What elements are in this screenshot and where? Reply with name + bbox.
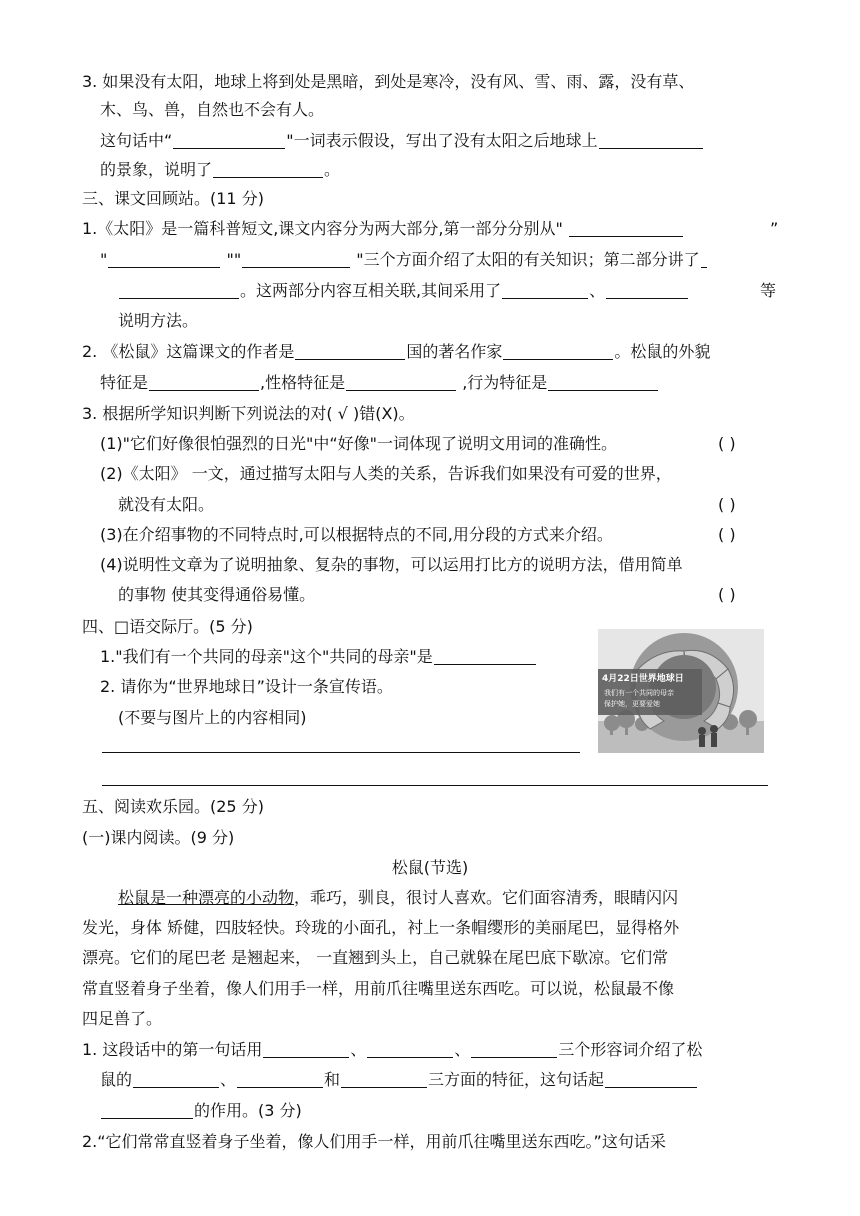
sec3-q2-blank-1[interactable] xyxy=(295,343,405,360)
q3-line3 xyxy=(100,131,704,151)
sec3-q2-l2-c: ,行为特征是 xyxy=(457,373,548,392)
q3-line3-a: 这句话中“ xyxy=(100,131,173,150)
q3-line2: 木、鸟、兽，自然也不会有人。 xyxy=(100,100,325,119)
passage-line-4: 常直竖着身子坐着，像人们用手一样，用前爪往嘴里送东西吃。可以说，松鼠最不像 xyxy=(82,979,675,998)
sec3-q1-line4: 说明方法。 xyxy=(118,311,199,330)
sec5-q1-blank-5[interactable] xyxy=(237,1071,323,1088)
passage-line-5: 四足兽了。 xyxy=(82,1009,163,1028)
sec3-q1-blank-6[interactable] xyxy=(606,282,688,299)
sec3-q2-l1-a: 2. 《松鼠》这篇课文的作者是 xyxy=(82,342,295,361)
sec5-q1-blank-1[interactable] xyxy=(263,1041,349,1058)
sec3-q2-l1-b: 国的著名作家 xyxy=(406,342,503,361)
sec3-q1-l1-end: ” xyxy=(770,219,779,238)
sec3-q1-blank-1[interactable] xyxy=(569,220,683,237)
sec3-q1-l2-b: "" xyxy=(226,250,242,269)
sec3-q2-l1-c: 。松鼠的外貌 xyxy=(614,342,711,361)
q3-line4-b: 。 xyxy=(324,160,341,179)
sec4-q1-text: 1."我们有一个共同的母亲"这个"共同的母亲"是 xyxy=(100,647,433,666)
judge-2-line2: 就没有太阳。 xyxy=(118,495,215,514)
sec5-q1-l3: 的作用。(3 分) xyxy=(194,1101,302,1120)
sec3-q2-l2-b: ,性格特征是 xyxy=(260,373,346,392)
slogan-line-1[interactable] xyxy=(102,752,580,753)
judge-3: (3)在介绍事物的不同特点时,可以根据特点的不同,用分段的方式来介绍。 xyxy=(100,525,613,544)
sec5-q1-line3 xyxy=(100,1101,302,1121)
passage-line-1-underlined: 松鼠是一种漂亮的小动物 xyxy=(118,888,295,907)
judge-4-line2: 的事物 使其变得通俗易懂。 xyxy=(118,585,316,604)
judge-4-answer[interactable]: ( ) xyxy=(718,585,736,604)
passage-line-1-rest: ，乖巧，驯良，很讨人喜欢。它们面容清秀，眼睛闪闪 xyxy=(294,888,679,907)
judge-2-line1: (2)《太阳》 一文，通过描写太阳与人类的关系，告诉我们如果没有可爱的世界， xyxy=(100,464,672,483)
judge-1-answer[interactable]: ( ) xyxy=(718,434,736,453)
sec5-q1-blank-6[interactable] xyxy=(341,1071,427,1088)
q3-blank-1[interactable] xyxy=(173,132,285,149)
sec3-q3: 3. 根据所学知识判断下列说法的对( √ )错(X)。 xyxy=(82,404,415,423)
sec3-q1-blank-2[interactable] xyxy=(108,251,220,268)
sec5-sub1: (一)课内阅读。(9 分) xyxy=(82,828,235,847)
sec3-q1-line2 xyxy=(100,250,708,270)
slogan-line-2[interactable] xyxy=(102,785,768,786)
sec4-q2: 2. 请你为“世界地球日”设计一条宣传语。 xyxy=(100,677,393,696)
sec3-q1-line1 xyxy=(82,219,684,239)
poster-line-1: 我们有一个共同的母亲 xyxy=(604,689,674,697)
sec3-q2-line1 xyxy=(82,342,710,362)
judge-2-answer[interactable]: ( ) xyxy=(718,495,736,514)
sec3-q2-blank-3[interactable] xyxy=(149,374,259,391)
q3-line4 xyxy=(100,160,340,180)
sec3-q2-blank-4[interactable] xyxy=(346,374,456,391)
sec3-q2-blank-2[interactable] xyxy=(503,343,613,360)
sec5-q1-blank-7[interactable] xyxy=(605,1071,697,1088)
sec3-q1-l1-text: 1.《太阳》是一篇科普短文,课文内容分为两大部分,第一部分分别从" xyxy=(82,219,563,238)
judge-3-answer[interactable]: ( ) xyxy=(718,525,736,544)
sec4-q1 xyxy=(100,647,537,667)
sec3-q1-l2-a: " xyxy=(100,250,108,269)
q3-line3-b: "一词表示假设，写出了没有太阳之后地球上 xyxy=(286,131,598,150)
passage-title: 松鼠(节选) xyxy=(391,858,469,877)
sec3-q2-l2-a: 特征是 xyxy=(100,373,149,392)
sec3-q2-blank-5[interactable] xyxy=(548,374,658,391)
section3-heading: 三、课文回顾站。(11 分) xyxy=(82,189,264,208)
poster-title: 4月22日世界地球日 xyxy=(602,674,684,684)
judge-1: (1)"它们好像很怕强烈的日光"中“好像"一词体现了说明文用词的准确性。 xyxy=(100,434,618,453)
q3-blank-3[interactable] xyxy=(213,161,323,178)
sec5-q1-blank-2[interactable] xyxy=(367,1041,453,1058)
sec5-q1-line2 xyxy=(100,1070,698,1090)
sec5-q1-l1-c: 、 xyxy=(454,1040,471,1059)
sec3-q1-l3-a: 。这两部分内容互相关联,其间采用了 xyxy=(240,281,502,300)
sec5-q1-l1-b: 、 xyxy=(350,1040,367,1059)
sec3-q1-l3-b: 、 xyxy=(589,281,606,300)
sec3-q1-l2-c: "三个方面介绍了太阳的有关知识；第二部分讲了 xyxy=(356,250,700,269)
section5-heading: 五、阅读欢乐园。(25 分) xyxy=(82,797,264,816)
poster-line-2: 保护她，更要爱她 xyxy=(604,700,660,708)
sec3-q1-line3 xyxy=(118,281,689,301)
sec5-q1-l1-a: 1. 这段话中的第一句话用 xyxy=(82,1040,263,1059)
sec5-q1-l1-d: 三个形容词介绍了松 xyxy=(558,1040,703,1059)
sec3-q1-l3-end: 等 xyxy=(760,281,777,300)
sec3-q2-line2 xyxy=(100,373,659,393)
section4-heading: 四、□语交际厅。(5 分) xyxy=(82,617,253,636)
sec5-q1-blank-8[interactable] xyxy=(101,1102,193,1119)
sec4-q1-blank[interactable] xyxy=(434,648,536,665)
sec3-q1-blank-4a[interactable] xyxy=(701,251,707,268)
sec3-q1-blank-3[interactable] xyxy=(242,251,350,268)
sec5-q1-l2-b: 、 xyxy=(220,1070,237,1089)
sec4-q2-note: (不要与图片上的内容相同) xyxy=(118,708,307,727)
sec5-q1-blank-3[interactable] xyxy=(471,1041,557,1058)
sec5-q1-l2-d: 三方面的特征，这句话起 xyxy=(428,1070,605,1089)
sec5-q1-line1 xyxy=(82,1040,702,1060)
q3-line1: 3. 如果没有太阳，地球上将到处是黑暗，到处是寒冷，没有风、雪、雨、露，没有草、 xyxy=(82,72,695,91)
earth-day-poster xyxy=(598,629,764,753)
sec3-q1-blank-4[interactable] xyxy=(119,282,239,299)
passage-line-3: 漂亮。它们的尾巴老 是翘起来， 一直翘到头上，自己就躲在尾巴底下歇凉。它们常 xyxy=(82,948,669,967)
q3-line4-a: 的景象，说明了 xyxy=(100,160,213,179)
sec3-q1-blank-5[interactable] xyxy=(502,282,588,299)
sec5-q2: 2.“它们常常直竖着身子坐着，像人们用手一样，用前爪往嘴里送东西吃。”这句话采 xyxy=(82,1132,666,1151)
sec5-q1-blank-4[interactable] xyxy=(133,1071,219,1088)
sec5-q1-l2-c: 和 xyxy=(324,1070,341,1089)
passage-line-1 xyxy=(118,888,678,908)
q3-blank-2[interactable] xyxy=(599,132,703,149)
sec5-q1-l2-a: 鼠的 xyxy=(100,1070,133,1089)
passage-line-2: 发光，身体 矫健，四肢轻快。玲珑的小面孔，衬上一条帽缨形的美丽尾巴，显得格外 xyxy=(82,918,680,937)
judge-4-line1: (4)说明性文章为了说明抽象、复杂的事物，可以运用打比方的说明方法，借用简单 xyxy=(100,555,683,574)
